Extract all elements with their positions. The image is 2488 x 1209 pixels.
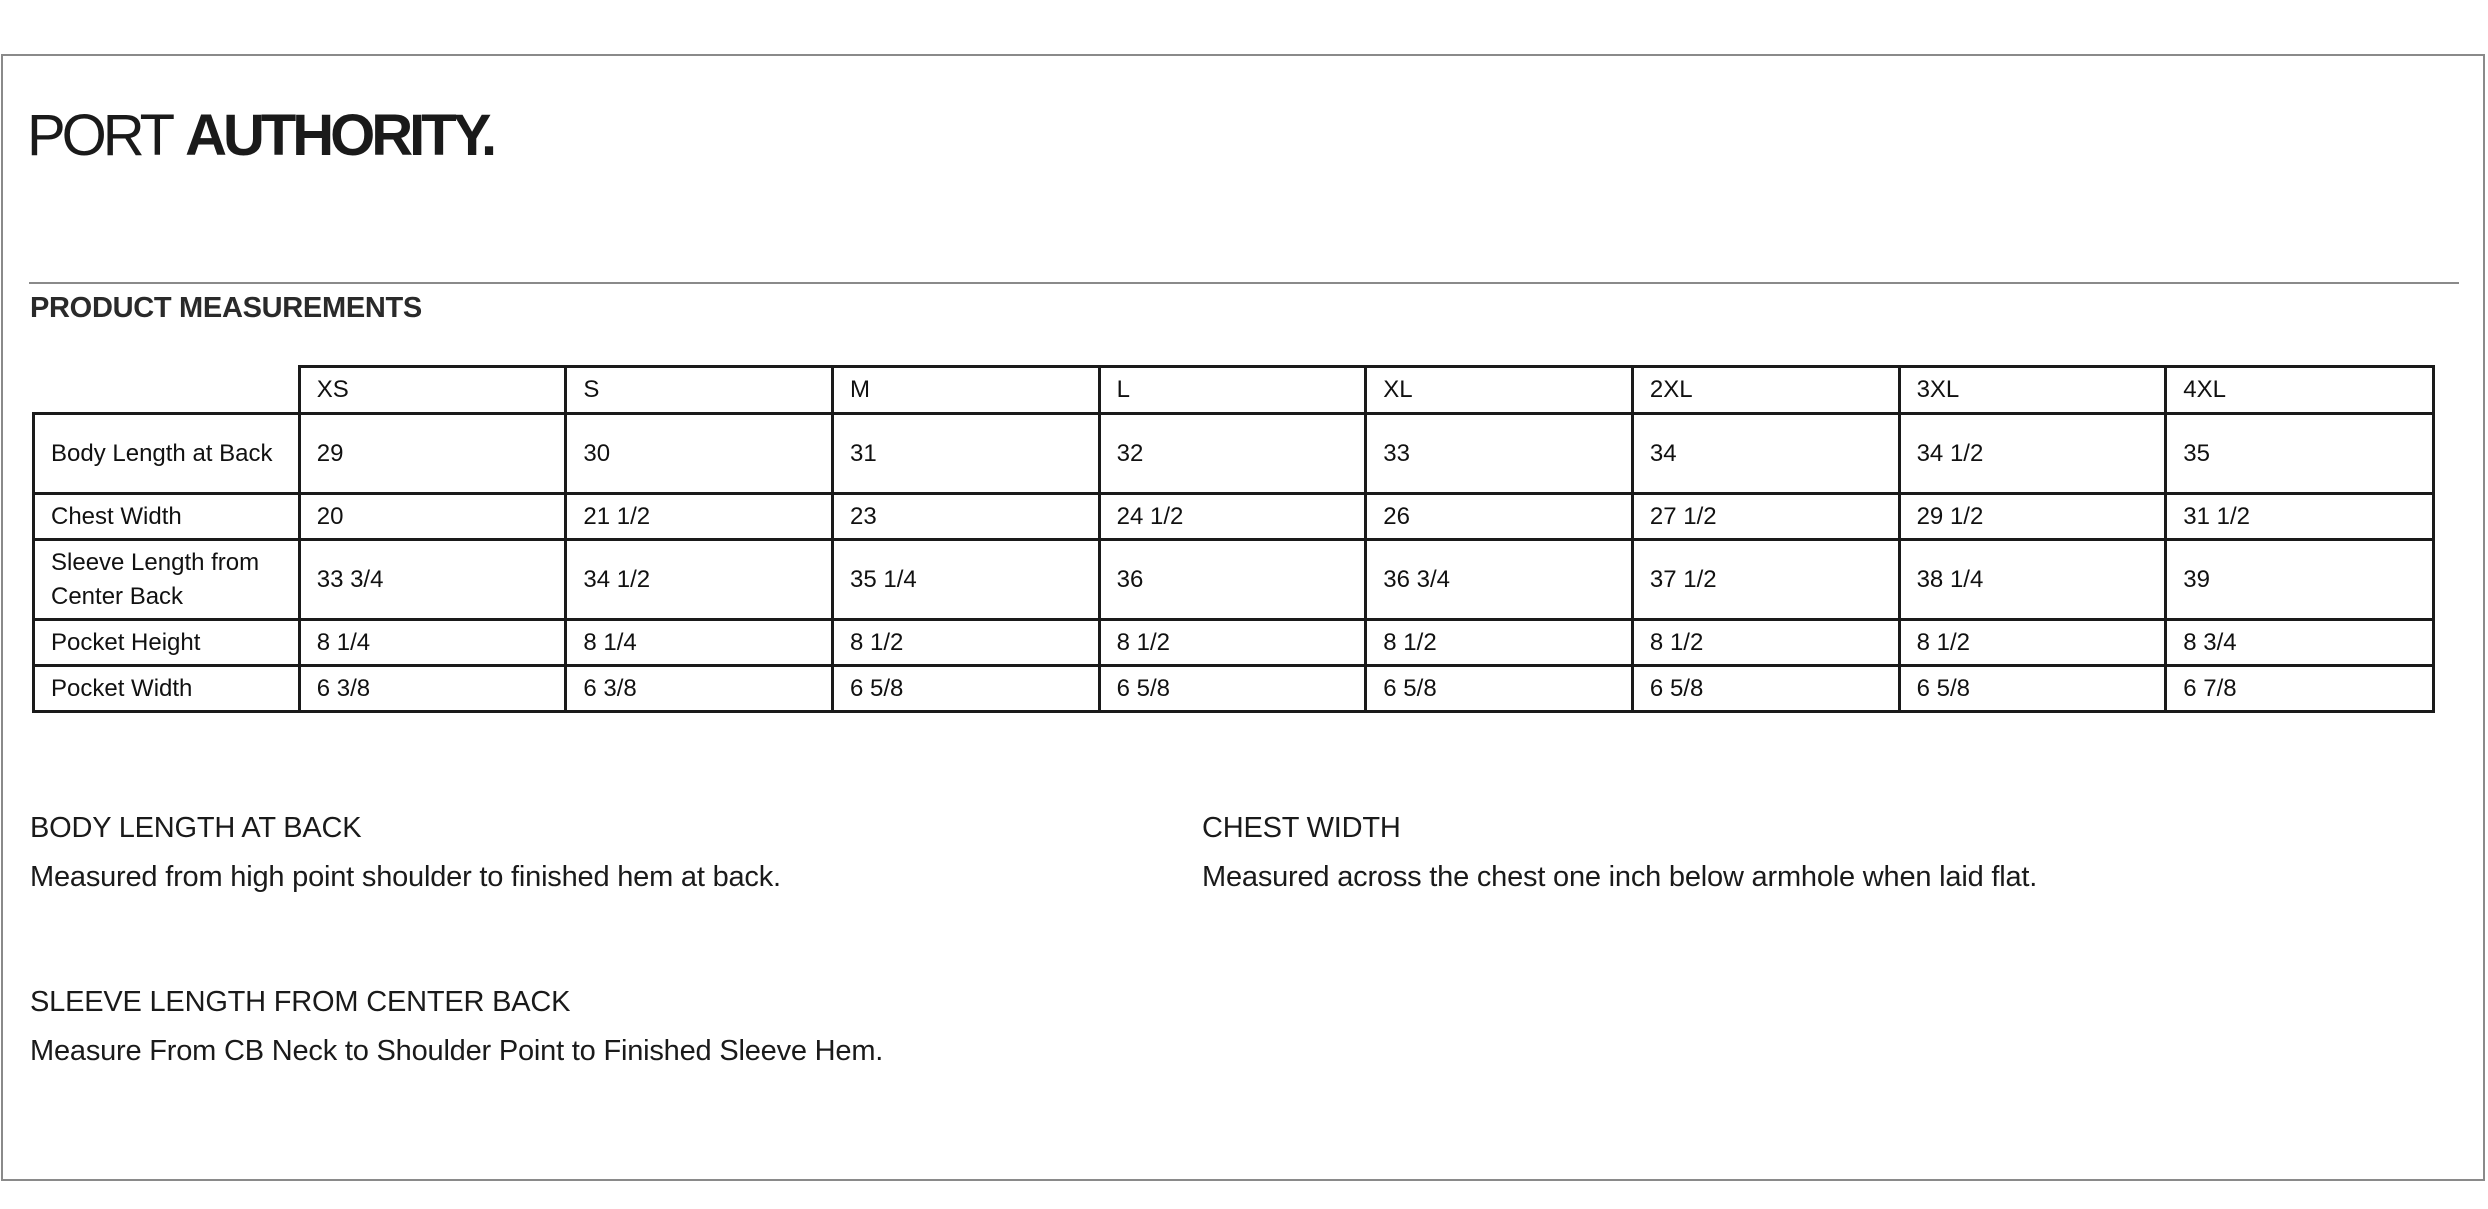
table-row-body-length (34, 414, 2434, 494)
table-row-sleeve-length (34, 540, 2434, 620)
row-label: Body Length at Back (34, 414, 300, 494)
row-label: Chest Width (34, 494, 300, 540)
size-header: M (833, 367, 1100, 414)
size-header: 4XL (2166, 367, 2434, 414)
table-cell: 24 1/2 (1099, 494, 1366, 540)
table-cell: 27 1/2 (1632, 494, 1899, 540)
table-corner-cell (34, 367, 300, 414)
table-cell: 6 5/8 (1899, 666, 2166, 712)
table-cell: 31 1/2 (2166, 494, 2434, 540)
table-row-pocket-width (34, 666, 2434, 712)
measurements-table (32, 365, 2435, 713)
table-cell: 8 1/2 (833, 620, 1100, 666)
definition-chest-width (1202, 812, 2037, 894)
table-cell: 30 (566, 414, 833, 494)
table-cell: 20 (299, 494, 566, 540)
definition-description: Measure From CB Neck to Shoulder Point to Finished Sleeve Hem. (30, 1035, 884, 1067)
size-header: XS (299, 367, 566, 414)
table-cell: 34 (1632, 414, 1899, 494)
table-cell: 39 (2166, 540, 2434, 620)
table-cell: 6 5/8 (1632, 666, 1899, 712)
definition-term: CHEST WIDTH (1202, 812, 1401, 844)
table-cell: 8 1/4 (299, 620, 566, 666)
table-cell: 6 7/8 (2166, 666, 2434, 712)
table-cell: 31 (833, 414, 1100, 494)
table-cell: 36 (1099, 540, 1366, 620)
header-divider (29, 282, 2459, 284)
size-header: L (1099, 367, 1366, 414)
table-cell: 34 1/2 (1899, 414, 2166, 494)
logo-bold-text: AUTHORITY. (185, 102, 494, 168)
table-cell: 34 1/2 (566, 540, 833, 620)
table-cell: 6 3/8 (566, 666, 833, 712)
size-header: 2XL (1632, 367, 1899, 414)
brand-logo (27, 104, 493, 166)
table-cell: 6 5/8 (1366, 666, 1633, 712)
logo-light-text: PORT (27, 102, 172, 168)
table-cell: 37 1/2 (1632, 540, 1899, 620)
table-cell: 33 3/4 (299, 540, 566, 620)
definition-term: BODY LENGTH AT BACK (30, 812, 362, 844)
section-title: PRODUCT MEASUREMENTS (30, 292, 422, 324)
table-cell: 35 (2166, 414, 2434, 494)
row-label: Pocket Height (34, 620, 300, 666)
table-cell: 36 3/4 (1366, 540, 1633, 620)
definition-body-length (30, 812, 781, 894)
table-row-chest-width (34, 494, 2434, 540)
table-cell: 32 (1099, 414, 1366, 494)
table-cell: 21 1/2 (566, 494, 833, 540)
size-header: S (566, 367, 833, 414)
table-header-row (34, 367, 2434, 414)
table-cell: 6 3/8 (299, 666, 566, 712)
row-label: Pocket Width (34, 666, 300, 712)
size-header: XL (1366, 367, 1633, 414)
row-label: Sleeve Length from Center Back (34, 540, 300, 620)
definition-description: Measured from high point shoulder to finished hem at back. (30, 861, 781, 893)
table-cell: 26 (1366, 494, 1633, 540)
table-cell: 8 1/2 (1899, 620, 2166, 666)
table-cell: 8 1/2 (1099, 620, 1366, 666)
size-header: 3XL (1899, 367, 2166, 414)
table-cell: 35 1/4 (833, 540, 1100, 620)
definition-term: SLEEVE LENGTH FROM CENTER BACK (30, 986, 571, 1018)
definition-sleeve-length (30, 986, 883, 1068)
table-cell: 6 5/8 (833, 666, 1100, 712)
table-cell: 6 5/8 (1099, 666, 1366, 712)
table-cell: 29 (299, 414, 566, 494)
table-cell: 8 3/4 (2166, 620, 2434, 666)
table-cell: 29 1/2 (1899, 494, 2166, 540)
table-cell: 33 (1366, 414, 1633, 494)
table-cell: 8 1/2 (1632, 620, 1899, 666)
table-cell: 8 1/2 (1366, 620, 1633, 666)
table-cell: 23 (833, 494, 1100, 540)
table-row-pocket-height (34, 620, 2434, 666)
definition-description: Measured across the chest one inch below armhole when laid flat. (1202, 861, 2038, 893)
table-cell: 38 1/4 (1899, 540, 2166, 620)
table-cell: 8 1/4 (566, 620, 833, 666)
